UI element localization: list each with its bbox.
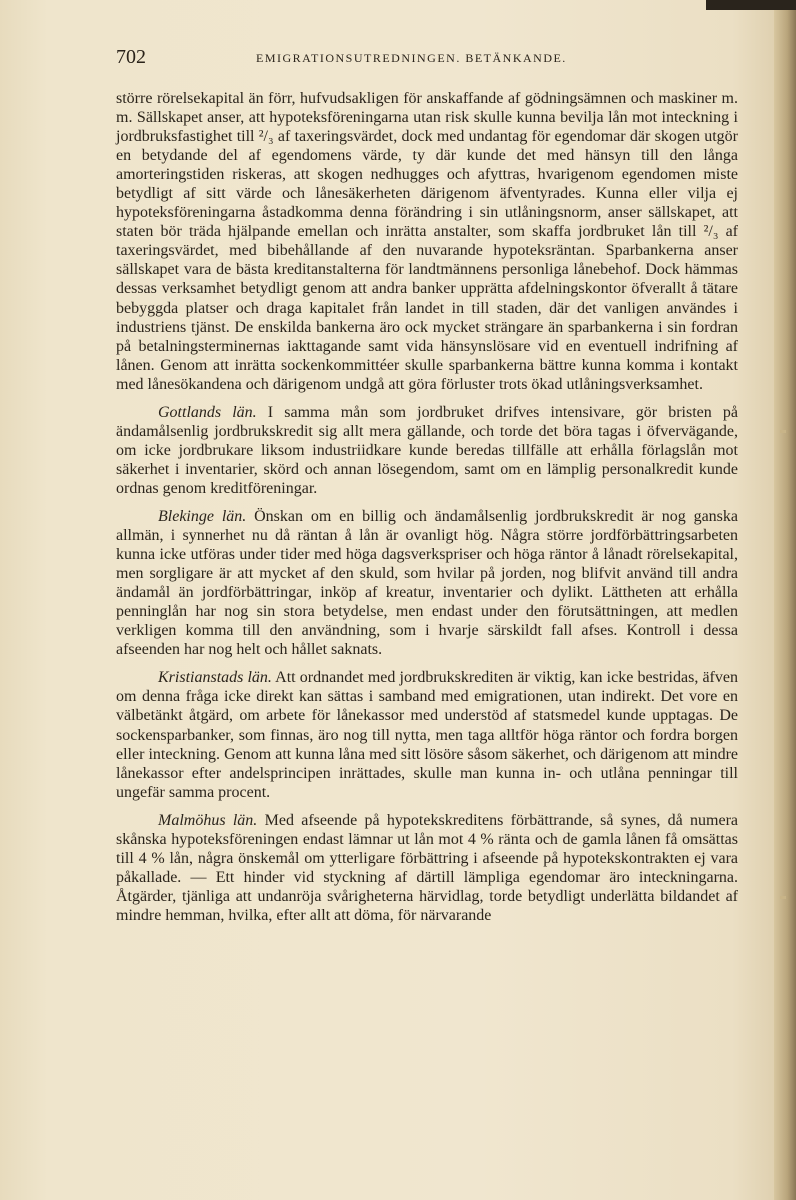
binding-edge — [706, 0, 796, 10]
body-text — [116, 89, 738, 925]
county-heading: Gottlands län. — [158, 403, 257, 421]
paragraph-malmohus — [116, 811, 738, 925]
paragraph-text: I samma mån som jordbruket drifves intensivare, gör bristen på ändamålsenlig jordbrukskredit sig allt mera gällande, och torde det böra tagas i öfvervägande, om icke jordbrukare liksom industriidkare kunde beredas tillfälle att erhålla förlagslån mot säkerhet i inventarier, skörd och annan lösegendom, samt om en lämplig personalkredit kunde ordnas genom kreditföreningar. — [116, 403, 738, 497]
paragraph-kristianstad — [116, 668, 738, 801]
county-heading: Kristianstads län. — [158, 669, 272, 687]
paragraph-continuation — [116, 89, 738, 394]
paragraph-text: Att ordnandet med jordbrukskrediten är viktig, kan icke bestridas, äfven om denna fråga icke direkt kan sättas i samband med emigrationen, utan indirekt. Det vore en välbetänkt åtgärd, om arbete för lånekassor med understöd af statsmedel kunde upptagas. De sockensparbanker, som finnas, äro nog till nytta, men taga alltför höga räntor och fordra borgen eller inteckning. Genom att kunna låna med sitt lösöre såsom säkerhet, och därigenom att mindre lånekassor efter andelsprincipen inrättades, skulle man kunna in- och utlåna penningar till ungefär samma procent. — [116, 669, 738, 801]
paragraph-text: större rörelsekapital än förr, hufvudsakligen för anskaffande af gödningsämnen och maskiner m. m. Sällskapet anser, att hypoteksföreningarna utan risk skulle kunna bevilja lån mot inteckning i jordbruksfastighet till ²/₃ af taxeringsvärdet, dock med undantag för egendomar där skogen utgör en betydande del af egendomens värde, ty där kunde det med hänsyn till den långa amorteringstiden riskeras, att skogen nedhugges och afyttras, hvarigenom egendomen miste betydligt af sitt värde och lånesäkerheten därigenom äfventyrades. Kunna eller vilja ej hypoteksföreningarna åstadkomma denna förändring i sin utlåningsnorm, anser sällskapet, att staten bör träda hjälpande emellan och inrätta anstalter, som skaffa jordbruket lån till ²/₃ af taxeringsvärdet, med bibehållande af den nuvarande hypoteksräntan. Sparbankerna anser sällskapet vara de bästa kreditanstalterna för landtmännens personliga lånebehof. Dock hämmas dessas verksamhet betydligt genom att andra banker upprätta afdelningskontor öfverallt å tätare bebyggda platser och draga kapitalet från landet in till staden, där det vanligen användes i industriens tjänst. De enskilda bankerna äro ock mycket strängare än sparbankerna i sin fordran på betalningsterminernas iakttagande samt vida hänsynslösare vid en eventuell indrifning af lånen. Genom att inrätta sockenkommittéer skulle sparbankerna bättre kunna komma i kontakt med lånesökandena och därigenom undgå att göra förluster trots ökad utlåningsverksamhet. — [116, 90, 738, 393]
page-header — [116, 46, 606, 72]
paragraph-gottland — [116, 403, 738, 498]
county-heading: Malmöhus län. — [158, 811, 258, 829]
paragraph-blekinge — [116, 507, 738, 659]
page-edge-shadow — [774, 0, 796, 1200]
margin-mark — [780, 430, 786, 433]
margin-mark — [780, 896, 786, 899]
county-heading: Blekinge län. — [158, 507, 247, 525]
running-head: EMIGRATIONSUTREDNINGEN. BETÄNKANDE. — [256, 51, 567, 65]
paragraph-text: Med afseende på hypotekskreditens förbättrande, så synes, då numera skånska hypoteksföreningen endast lämnar ut lån mot 4 % ränta och de gamla lånen få omsättas till 4 % lån, några önskemål om ytterligare förbättring i afseende på hypotekskontrakten ej vara påkallade. — Ett hinder vid styckning af därtill lämpliga egendomar äro inteckningarna. Åtgärder, tjänliga att undanröja svårigheterna härvidlag, torde betydligt underlätta bildandet af mindre hemman, hvilka, efter allt att döma, för närvarande — [116, 811, 739, 924]
paragraph-text: Önskan om en billig och ändamålsenlig jordbrukskredit är nog ganska allmän, i synnerhet nu då räntan å lån är ovanligt hög. Några större jordförbättringsarbeten kunna icke utföras under tider med höga dagsverkspriser och höga räntor å lånadt rörelsekapital, men sorgligare är att mycket af den skuld, som hvilar på jorden, nog blifvit använd till andra ändamål än jordförbättringar, inköp af kreatur, inventarier och dylikt. Lättheten att erhålla penninglån har nog sin stora betydelse, men endast under den förutsättningen, att medlen verkligen komma till den användning, som i hvarje särskildt fall afses. Kontroll i dessa afseenden har nog helt och hållet saknats. — [116, 507, 738, 659]
page-number: 702 — [116, 46, 146, 68]
